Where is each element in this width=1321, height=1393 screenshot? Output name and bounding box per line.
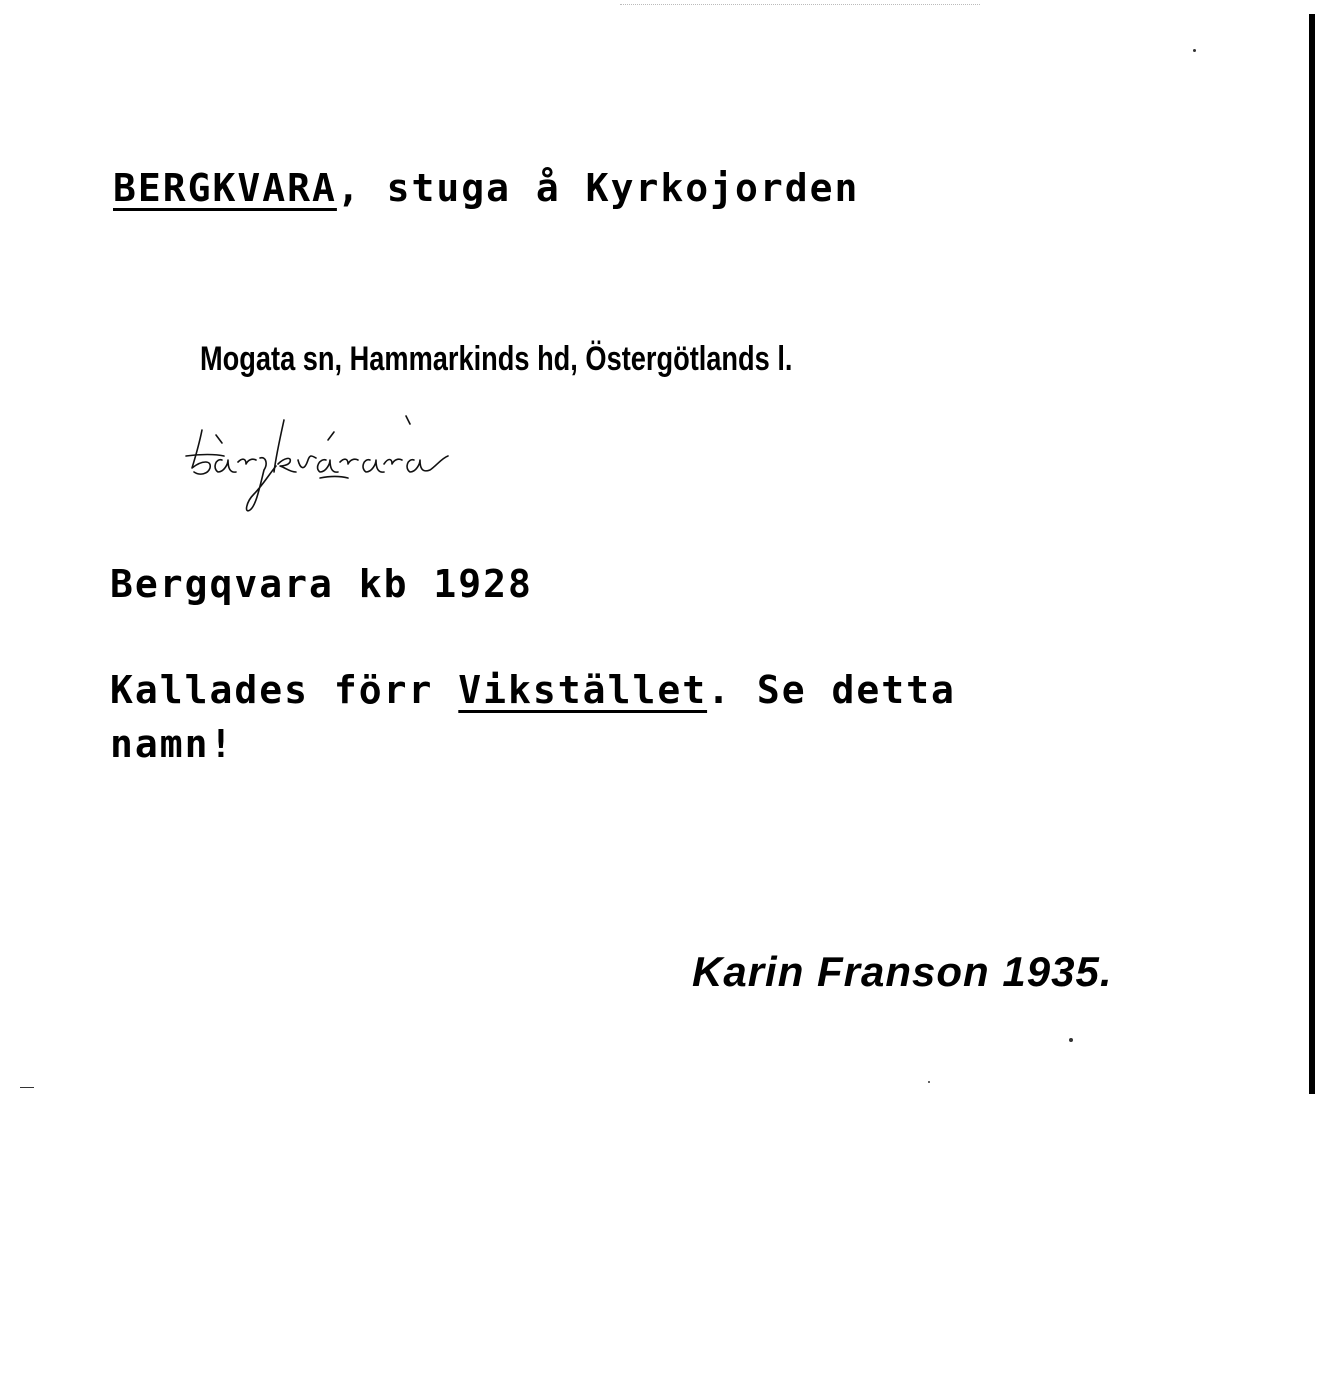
note-line-1 bbox=[110, 668, 956, 712]
speck bbox=[1069, 1038, 1073, 1042]
speck bbox=[928, 1081, 930, 1083]
recorder-signature: Karin Franson 1935. bbox=[692, 948, 1113, 995]
church-book-reference: Bergqvara kb 1928 bbox=[110, 562, 533, 606]
cross-reference-name: Vikstället bbox=[458, 668, 708, 712]
card-edge-shadow bbox=[1309, 14, 1315, 1094]
speck bbox=[1193, 49, 1196, 52]
card-top-edge bbox=[620, 4, 980, 5]
location-stamp: Mogata sn, Hammarkinds hd, Östergötlands l. bbox=[200, 340, 793, 378]
note-suffix: . Se detta bbox=[707, 668, 956, 712]
speck bbox=[20, 1087, 34, 1088]
handwritten-pronunciation bbox=[180, 410, 500, 520]
headword-description: , stuga å Kyrkojorden bbox=[336, 166, 860, 210]
note-prefix: Kallades förr bbox=[110, 668, 459, 712]
note-line-2: namn! bbox=[110, 722, 235, 766]
headword-line bbox=[113, 166, 859, 210]
headword: BERGKVARA bbox=[113, 166, 337, 210]
